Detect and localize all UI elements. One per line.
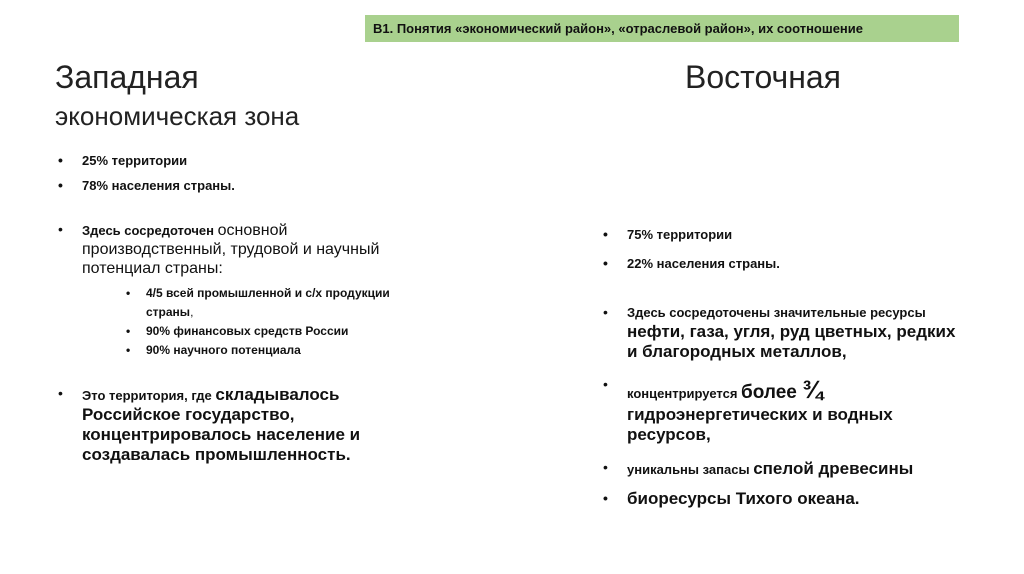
- east-item-population: [600, 255, 960, 272]
- west-sub-science-text: 90% научного потенциала: [146, 343, 301, 357]
- west-item-territory: [55, 152, 395, 169]
- east-item-bioresources: [600, 489, 960, 508]
- west-list: [55, 152, 395, 465]
- west-item-history: [55, 385, 395, 465]
- east-item-resources: [600, 304, 960, 362]
- east-item-hydro-large: гидроэнергетических и водных ресурсов,: [627, 405, 893, 444]
- west-title: Западная: [55, 59, 199, 95]
- east-item-territory-text: 75% территории: [627, 227, 733, 242]
- west-item-history-large: складывалось Российское государство, концентрировалось население и создавалась промышленность.: [82, 385, 361, 464]
- east-item-bioresources-text: биоресурсы Тихого океана.: [627, 489, 860, 508]
- east-item-timber-large: спелой древесины: [753, 459, 914, 478]
- east-item-hydro-mid: более: [741, 382, 803, 403]
- east-column: [600, 58, 960, 508]
- east-item-hydro-fraction: ¾: [802, 376, 823, 404]
- west-sub-science: [82, 341, 395, 360]
- west-item-potential: [55, 221, 395, 360]
- east-title: Восточная: [685, 59, 841, 95]
- east-list: [600, 226, 960, 508]
- west-sublist: [82, 284, 395, 360]
- west-item-territory-text: 25% территории: [82, 153, 188, 168]
- east-item-resources-small: Здесь сосредоточены значительные ресурсы: [627, 305, 926, 320]
- west-sub-production-tail: ,: [190, 305, 194, 319]
- east-item-resources-large: нефти, газа, угля, руд цветных, редких и благородных металлов,: [627, 322, 956, 361]
- west-sub-production: [82, 284, 395, 322]
- west-item-history-small: Это территория, где: [82, 388, 216, 403]
- west-column: [55, 58, 395, 465]
- west-item-potential-bold: Здесь сосредоточен: [82, 223, 218, 238]
- west-sub-production-text: 4/5 всей промышленной и с/х продукции страны: [146, 286, 390, 319]
- east-item-hydro-small: концентрируется: [627, 386, 742, 401]
- west-item-potential-rest: основной производственный, трудовой и научный потенциал страны:: [82, 222, 380, 277]
- east-item-territory: [600, 226, 960, 243]
- west-item-population-text: 78% населения страны.: [82, 178, 235, 193]
- west-subtitle: экономическая зона: [55, 101, 300, 131]
- west-sub-finance: [82, 322, 395, 341]
- east-item-population-text: 22% населения страны.: [627, 256, 780, 271]
- east-item-hydro: [600, 376, 960, 445]
- west-sub-finance-text: 90% финансовых средств России: [146, 324, 349, 338]
- east-item-timber-small: уникальны запасы: [627, 462, 754, 477]
- west-item-population: [55, 177, 395, 194]
- section-banner: В1. Понятия «экономический район», «отраслевой район», их соотношение: [365, 15, 959, 42]
- east-item-timber: [600, 459, 960, 479]
